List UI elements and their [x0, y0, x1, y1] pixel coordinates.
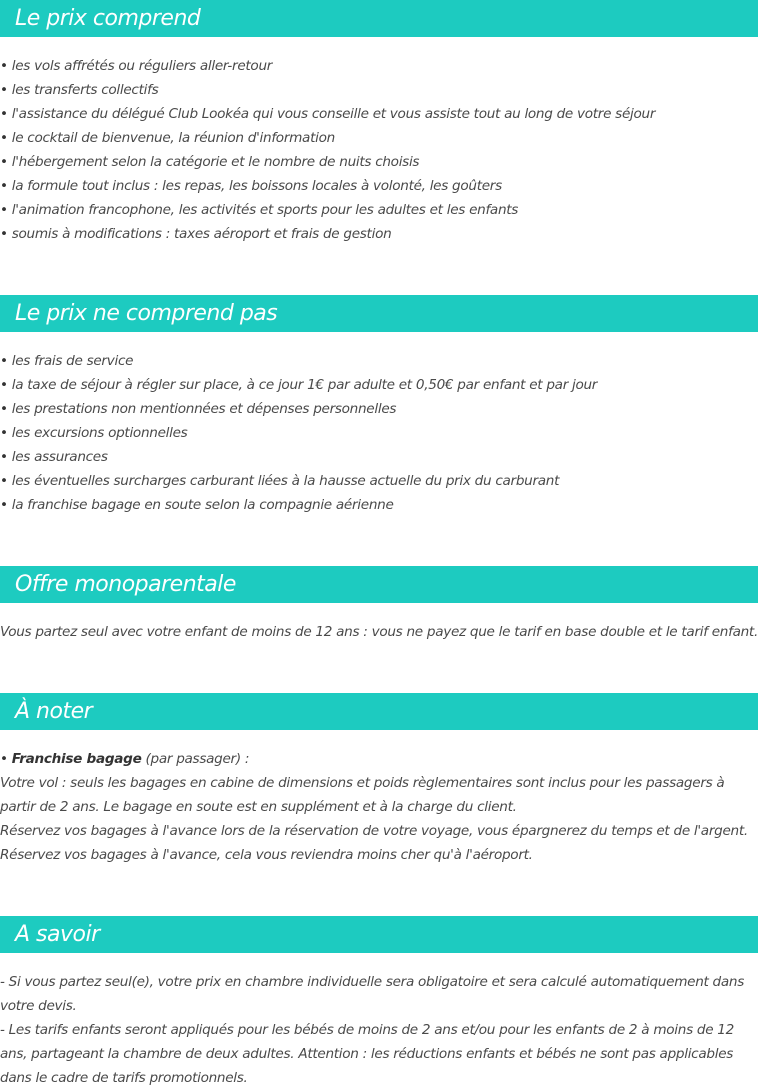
bullet-icon: • [0, 130, 8, 146]
list-item: • la franchise bagage en soute selon la compagnie aérienne [0, 497, 394, 513]
section-title: Le prix ne comprend pas [0, 295, 758, 332]
list-item: • les prestations non mentionnées et dépenses personnelles [0, 401, 397, 417]
bullet-icon: • [0, 353, 8, 369]
bullet-icon: • [0, 82, 8, 98]
bullet-icon: • [0, 202, 8, 218]
list-item: • la formule tout inclus : les repas, les boissons locales à volonté, les goûters [0, 178, 502, 194]
list-item: • soumis à modifications : taxes aéroport et frais de gestion [0, 226, 392, 242]
paragraph: Vous partez seul avec votre enfant de moins de 12 ans : vous ne payez que le tarif en base double et le tarif enfant. [0, 624, 758, 640]
list-item: • les vols affrétés ou réguliers aller-retour [0, 58, 273, 74]
list-item: • les frais de service [0, 353, 134, 369]
bullet-icon: • [0, 449, 8, 465]
bullet-icon: • [0, 106, 8, 122]
list-item: • le cocktail de bienvenue, la réunion d'information [0, 130, 335, 146]
list-item: • l'animation francophone, les activités et sports pour les adultes et les enfants [0, 202, 519, 218]
section-title: Offre monoparentale [0, 566, 758, 603]
list-item: • les transferts collectifs [0, 82, 159, 98]
list-item: • la taxe de séjour à régler sur place, à ce jour 1€ par adulte et 0,50€ par enfant et par jour [0, 377, 598, 393]
list-item: • les assurances [0, 449, 108, 465]
franchise-label: • Franchise bagage (par passager) : [0, 751, 250, 767]
section-prix-ne-comprend [0, 295, 758, 517]
bullet-icon: • [0, 473, 8, 489]
paragraph: - Les tarifs enfants seront appliqués pour les bébés de moins de 2 ans et/ou pour les enfants de 2 à moins de 12 ans, partageant la chambre de deux adultes. Attention : les réductions enfants et bébés ne sont pas applicables dans le cadre de tarifs promotionnels. [0, 1022, 734, 1086]
list-item: • l'hébergement selon la catégorie et le nombre de nuits choisis [0, 154, 420, 170]
paragraph: Réservez vos bagages à l'avance, cela vous reviendra moins cher qu'à l'aéroport. [0, 847, 533, 863]
section-title: À noter [0, 693, 758, 730]
excluded-list [0, 349, 758, 517]
section-a-noter [0, 693, 758, 867]
bullet-icon: • [0, 154, 8, 170]
section-a-savoir [0, 916, 758, 1090]
bullet-icon: • [0, 401, 8, 417]
bullet-icon: • [0, 58, 8, 74]
list-item: • les éventuelles surcharges carburant liées à la hausse actuelle du prix du carburant [0, 473, 560, 489]
paragraph: Votre vol : seuls les bagages en cabine de dimensions et poids règlementaires sont inclus pour les passagers à partir de 2 ans. Le bagage en soute est en supplément et à la charge du client. [0, 775, 725, 815]
bullet-icon: • [0, 425, 8, 441]
bullet-icon: • [0, 226, 8, 242]
section-title: Le prix comprend [0, 0, 758, 37]
section-offre-monoparentale [0, 566, 758, 644]
paragraph: Réservez vos bagages à l'avance lors de la réservation de votre voyage, vous épargnerez du temps et de l'argent. [0, 823, 748, 839]
bullet-icon: • [0, 751, 8, 767]
bullet-icon: • [0, 497, 8, 513]
list-item: • les excursions optionnelles [0, 425, 188, 441]
bullet-icon: • [0, 178, 8, 194]
paragraph: - Si vous partez seul(e), votre prix en chambre individuelle sera obligatoire et sera calculé automatiquement dans votre devis. [0, 974, 745, 1014]
bullet-icon: • [0, 377, 8, 393]
section-title: A savoir [0, 916, 758, 953]
section-prix-comprend [0, 0, 758, 246]
included-list [0, 54, 758, 246]
list-item: • l'assistance du délégué Club Lookéa qui vous conseille et vous assiste tout au long de votre séjour [0, 106, 656, 122]
